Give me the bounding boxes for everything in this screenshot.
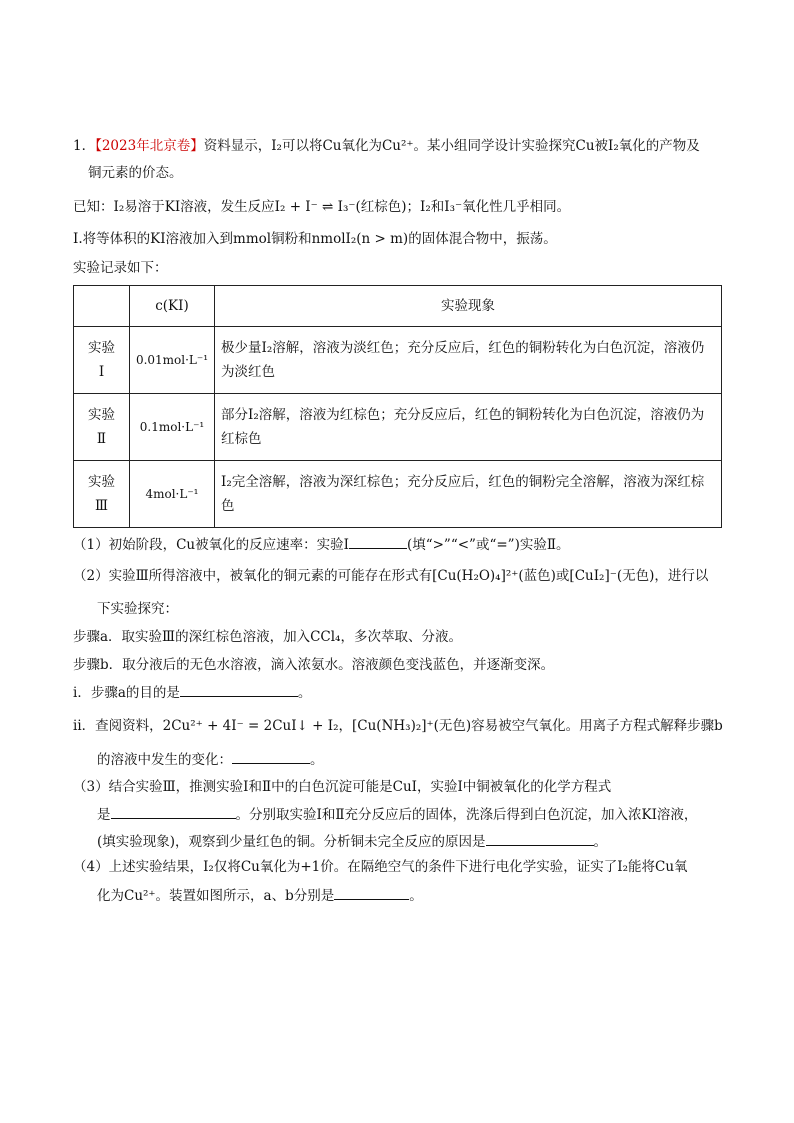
experiment-name-cell (74, 461, 130, 528)
subquestion-ii-end: 。 (310, 752, 324, 768)
experiment-name-cell (74, 394, 130, 461)
concentration-cell: 0.1mol·L⁻¹ (130, 394, 215, 461)
experiment-name-cell (74, 327, 130, 394)
part-4-line-2 (97, 885, 423, 906)
part-2-line-1: （2）实验Ⅲ所得溶液中，被氧化的铜元素的可能存在形式有[Cu(H₂O)₄]²⁺(蓝色)或[CuI₂]⁻(无色)，进行以 (73, 568, 709, 584)
part-1-text-end: (填“>”“<”或“=”)实验Ⅱ。 (406, 537, 570, 553)
table-row (74, 394, 722, 461)
part-3-end: 。 (593, 834, 608, 850)
part-4-line-1: （4）上述实验结果，I₂仅将Cu氧化为+1价。在隔绝空气的条件下进行电化学实验，证实了I₂能将Cu氧 (73, 859, 688, 875)
concentration-cell: 0.01mol·L⁻¹ (130, 327, 215, 394)
subquestion-ii-line-2 (97, 749, 324, 770)
experiment-name: 实验 (88, 340, 115, 356)
experiment-setup: Ⅰ.将等体积的KI溶液加入到mmol铜粉和nmolI₂(n > m)的固体混合物中，振荡。 (73, 231, 557, 247)
answer-blank[interactable] (232, 749, 310, 764)
question-number: 1． (73, 138, 96, 154)
observation-cell: 部分I₂溶解，溶液为红棕色；充分反应后，红色的铜粉转化为白色沉淀，溶液仍为红棕色 (215, 394, 722, 461)
subquestion-ii-text: 的溶液中发生的变化： (97, 752, 232, 768)
part-1 (73, 534, 570, 555)
answer-blank[interactable] (111, 804, 236, 819)
answer-blank[interactable] (180, 682, 298, 697)
subquestion-i-end: 。 (297, 685, 312, 701)
observation-cell: I₂完全溶解，溶液为深红棕色；充分反应后，红色的铜粉完全溶解，溶液为深红棕色 (215, 461, 722, 528)
experiment-table (73, 285, 722, 528)
subquestion-ii-line-1: ⅱ．查阅资料，2Cu²⁺ + 4I⁻ = 2CuI↓ + I₂，[Cu(NH₃)₂]⁺(无色)容易被空气氧化。用离子方程式解释步骤b (73, 718, 723, 734)
experiment-roman: Ⅲ (94, 498, 109, 514)
table-header-row (74, 286, 722, 327)
question-intro-cont: 铜元素的价态。 (88, 165, 183, 181)
part-1-text: （1）初始阶段，Cu被氧化的反应速率：实验Ⅰ (73, 537, 349, 553)
experiment-roman: Ⅰ (98, 364, 105, 380)
known-info: 已知：I₂易溶于KI溶液，发生反应I₂ + I⁻ ⇌ I₃⁻(红棕色)；I₂和I₃⁻氧化性几乎相同。 (73, 199, 571, 215)
concentration-cell: 4mol·L⁻¹ (130, 461, 215, 528)
part-3-text-mid: 。分别取实验Ⅰ和Ⅱ充分反应后的固体，洗涤后得到白色沉淀，加入浓KI溶液， (235, 807, 698, 823)
experiment-roman: Ⅱ (96, 431, 107, 447)
answer-blank[interactable] (486, 831, 594, 846)
question-header (73, 136, 700, 156)
table-header-cell: 实验现象 (215, 286, 722, 327)
part-3-line-3 (97, 831, 607, 852)
part-3-text-3: (填实验现象)，观察到少量红色的铜。分析铜未完全反应的原因是 (97, 834, 486, 850)
part-2-line-2: 下实验探究： (97, 601, 178, 617)
question-source: 【2023年北京卷】 (95, 138, 204, 154)
subquestion-i (73, 682, 311, 703)
step-a: 步骤a．取实验Ⅲ的深红棕色溶液，加入CCl₄，多次萃取、分液。 (73, 629, 462, 645)
experiment-name: 实验 (88, 474, 115, 490)
table-row (74, 327, 722, 394)
answer-blank[interactable] (334, 885, 409, 900)
part-4-end: 。 (409, 888, 423, 904)
table-header-cell (74, 286, 130, 327)
part-3-line-2 (97, 804, 697, 825)
subquestion-i-text: ⅰ．步骤a的目的是 (73, 685, 180, 701)
part-4-text: 化为Cu²⁺。装置如图所示，a、b分别是 (97, 888, 335, 904)
answer-blank[interactable] (349, 534, 407, 549)
part-3-line-1: （3）结合实验Ⅲ，推测实验Ⅰ和Ⅱ中的白色沉淀可能是CuI，实验Ⅰ中铜被氧化的化学方程式 (73, 779, 612, 795)
experiment-name: 实验 (88, 407, 115, 423)
table-header-cell: c(KI) (130, 286, 215, 327)
part-3-text: 是 (97, 807, 111, 823)
table-row (74, 461, 722, 528)
record-label: 实验记录如下： (73, 260, 168, 276)
observation-cell: 极少量I₂溶解，溶液为淡红色；充分反应后，红色的铜粉转化为白色沉淀，溶液仍为淡红色 (215, 327, 722, 394)
question-intro: 资料显示，I₂可以将Cu氧化为Cu²⁺。某小组同学设计实验探究Cu被I₂氧化的产物及 (203, 138, 700, 154)
step-b: 步骤b．取分液后的无色水溶液，滴入浓氨水。溶液颜色变浅蓝色，并逐渐变深。 (73, 657, 555, 673)
